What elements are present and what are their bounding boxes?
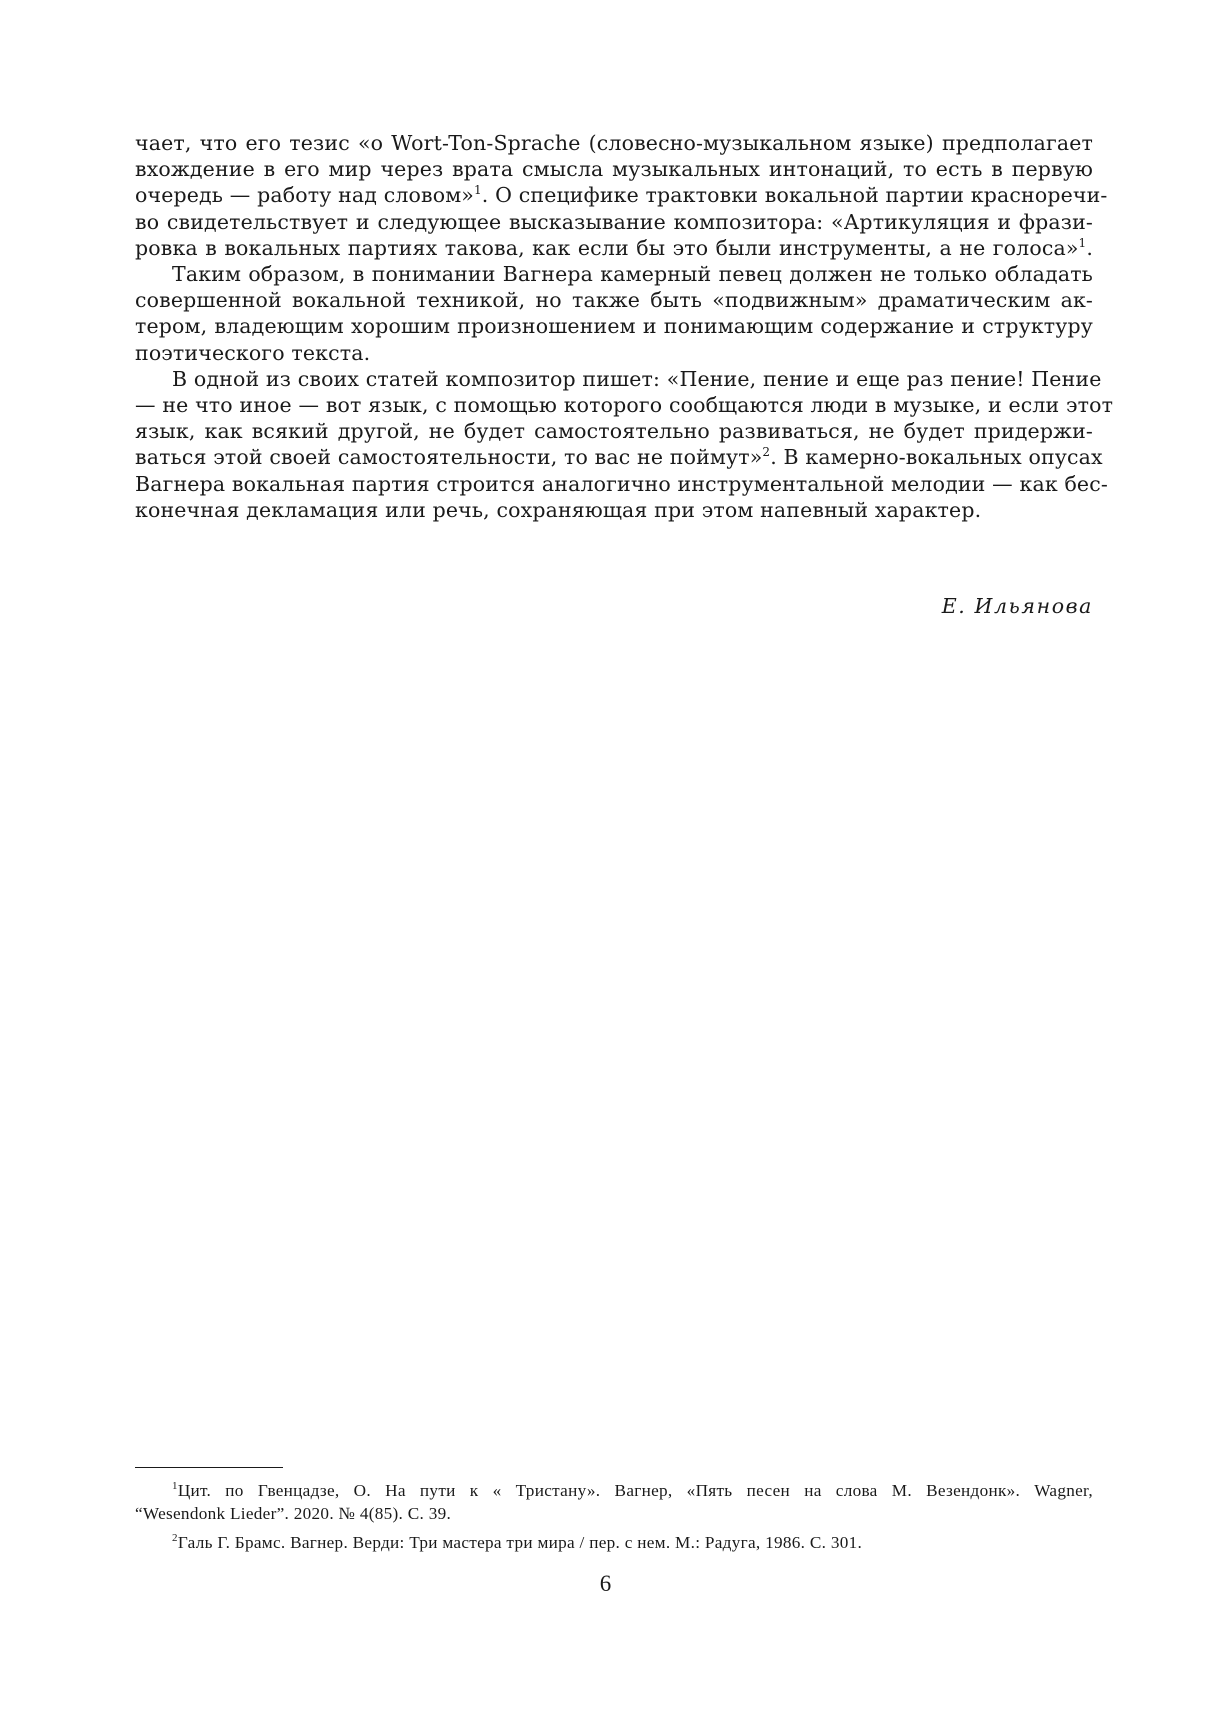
body-line	[135, 235, 1093, 261]
body-line: совершенной вокальной техникой, но также быть «подвижным» драматическим ак-	[135, 288, 1093, 313]
body-line: конечная декламация или речь, сохраняющая при этом напевный характер.	[135, 497, 982, 522]
body-line: вхождение в его мир через врата смысла музыкальных интонаций, то есть в первую	[135, 157, 1093, 182]
footnote-line	[135, 1479, 1093, 1502]
body-line: Таким образом, в понимании Вагнера камерный певец должен не только обладать	[172, 262, 1093, 287]
footnote-ref[interactable]: 1	[1078, 235, 1087, 250]
footnote-line: “Wesendonk Lieder”. 2020. № 4(85). С. 39.	[135, 1504, 452, 1523]
body-line-part: .	[1086, 235, 1093, 260]
footnote-ref[interactable]: 2	[762, 445, 771, 460]
footnote-ref[interactable]: 1	[474, 183, 482, 198]
body-line-part: ваться этой своей самостоятельности, то вас не поймут»	[135, 445, 763, 470]
body-line: поэтического текста.	[135, 340, 371, 365]
body-line-part: . В камерно-вокальных опусах	[770, 445, 1103, 470]
author-signature: Е. Ильянова	[941, 594, 1093, 618]
body-line: язык, как всякий другой, не будет самостоятельно развиваться, не будет придержи-	[135, 419, 1093, 444]
body-line: — не что иное — вот язык, с помощью которого сообщаются люди в музыке, и если этот	[135, 393, 1114, 418]
body-line: Вагнера вокальная партия строится аналогично инструментальной мелодии — как бес-	[135, 471, 1108, 496]
footnotes	[135, 1479, 1093, 1560]
body-line: во свидетельствует и следующее высказывание композитора: «Артикуляция и фрази-	[135, 209, 1093, 234]
body-line: чает, что его тезис «о Wort-Ton-Sprache (словесно-музыкальном языке) предполагает	[135, 131, 1093, 155]
footnote-line	[135, 1531, 1093, 1554]
body-line: В одной из своих статей композитор пишет: «Пение, пение и еще раз пение! Пение	[172, 366, 1102, 391]
page-number: 6	[599, 1571, 612, 1596]
footnote-text: Цит. по Гвенцадзе, О. На пути к « Тристану». Вагнер, «Пять песен на слова М. Везендонк». Wagner,	[177, 1481, 1093, 1500]
footnote-divider	[135, 1467, 283, 1468]
body-text	[135, 130, 1114, 523]
body-line-part: очередь — работу над словом»	[135, 183, 474, 208]
footnote-marker: 2	[172, 1532, 178, 1544]
footnote-2	[135, 1531, 1093, 1554]
footnote-marker: 1	[172, 1480, 178, 1492]
footnote-text: Галь Г. Брамс. Вагнер. Верди: Три мастера три мира / пер. с нем. М.: Радуга, 1986. С. 301.	[177, 1533, 863, 1552]
body-line	[135, 182, 1108, 208]
body-line-part: ровка в вокальных партиях такова, как если бы это были инструменты, а не голоса»	[135, 235, 1079, 260]
body-line-part: . О специфике трактовки вокальной партии красноречи-	[481, 183, 1108, 208]
body-line: тером, владеющим хорошим произношением и понимающим содержание и структуру	[135, 314, 1093, 339]
footnote-1	[135, 1479, 1093, 1525]
body-line	[135, 444, 1103, 470]
